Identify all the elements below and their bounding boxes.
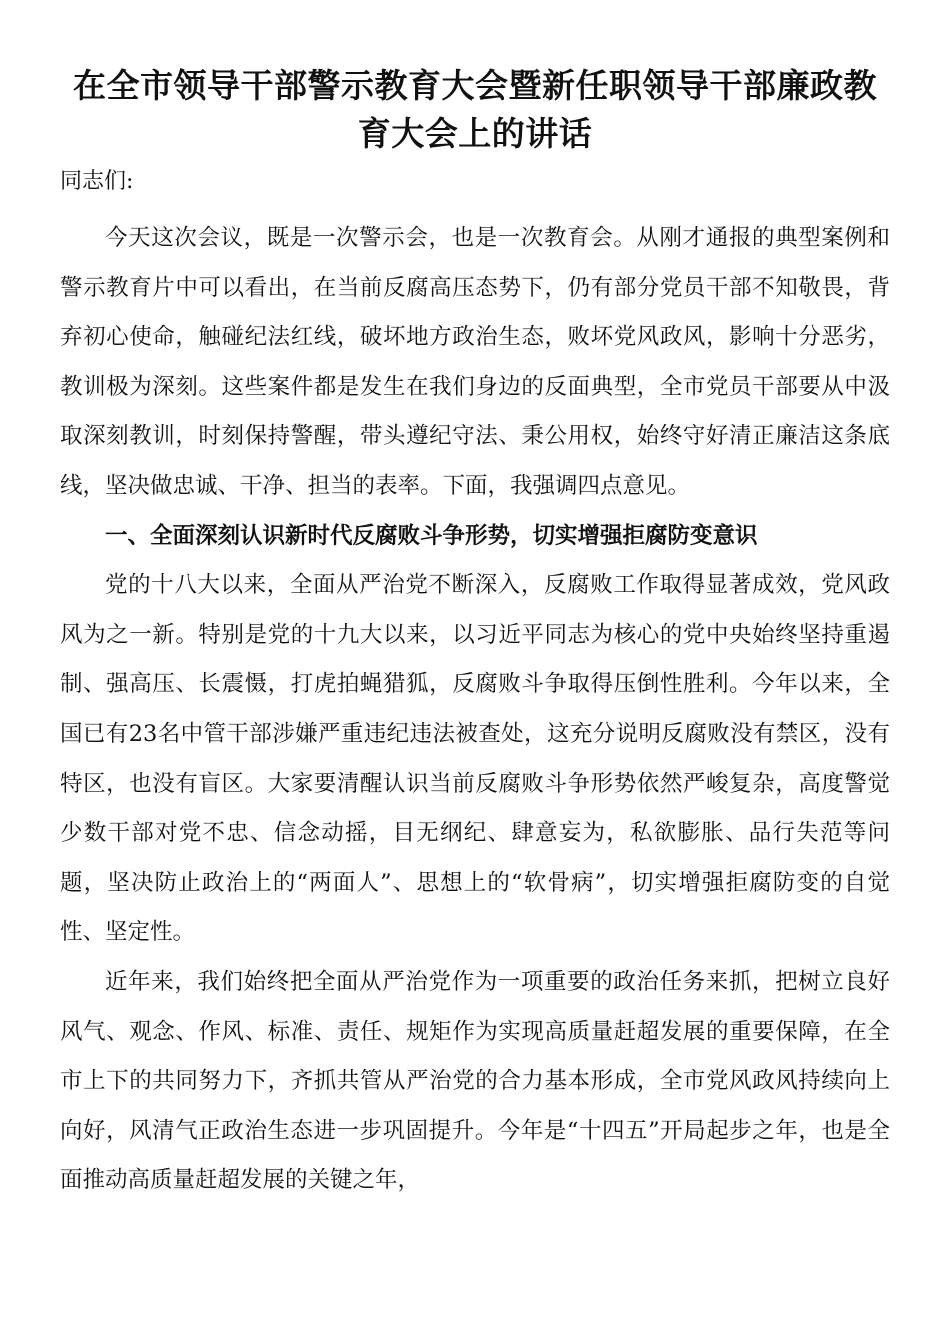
document-title: 在全市领导干部警示教育大会暨新任职领导干部廉政教育大会上的讲话 — [73, 66, 877, 153]
document-page — [60, 62, 890, 1206]
salutation: 同志们: — [60, 169, 134, 194]
paragraph-intro: 今天这次会议，既是一次警示会，也是一次教育会。从刚才通报的典型案例和警示教育片中可以看出，在当前反腐高压态势下，仍有部分党员干部不知敬畏，背弃初心使命，触碰纪法红线，破坏地方政治生态，败坏党风政风，影响十分恶劣，教训极为深刻。这些案件都是发生在我们身边的反面典型，全市党员干部要从中汲取深刻教训，时刻保持警醒，带头遵纪守法、秉公用权，始终守好清正廉洁这条底线，坚决做忠诚、干净、担当的表率。下面，我强调四点意见。 — [60, 225, 890, 499]
paragraph-situation: 党的十八大以来，全面从严治党不断深入，反腐败工作取得显著成效，党风政风为之一新。特别是党的十九大以来，以习近平同志为核心的党中央始终坚持重遏制、强高压、长震慑，打虎拍蝇猎狐，反腐败斗争取得压倒性胜利。今年以来，全国已有23名中管干部涉嫌严重违纪违法被查处，这充分说明反腐败没有禁区，没有特区，也没有盲区。大家要清醒认识当前反腐败斗争形势依然严峻复杂，高度警觉少数干部对党不忠、信念动摇，目无纲纪、肆意妄为，私欲膨胀、品行失范等问题，坚决防止政治上的“两面人”、思想上的“软骨病”，切实增强拒腐防变的自觉性、坚定性。 — [60, 572, 890, 946]
section-heading-1: 一、全面深刻认识新时代反腐败斗争形势，切实增强拒腐防变意识 — [105, 522, 758, 549]
paragraph-recent-years: 近年来，我们始终把全面从严治党作为一项重要的政治任务来抓，把树立良好风气、观念、作风、标准、责任、规矩作为实现高质量赶超发展的重要保障，在全市上下的共同努力下，齐抓共管从严治党的合力基本形成，全市党风政风持续向上向好，风清气正政治生态进一步巩固提升。今年是“十四五”开局起步之年，也是全面推动高质量赶超发展的关键之年， — [60, 968, 890, 1194]
